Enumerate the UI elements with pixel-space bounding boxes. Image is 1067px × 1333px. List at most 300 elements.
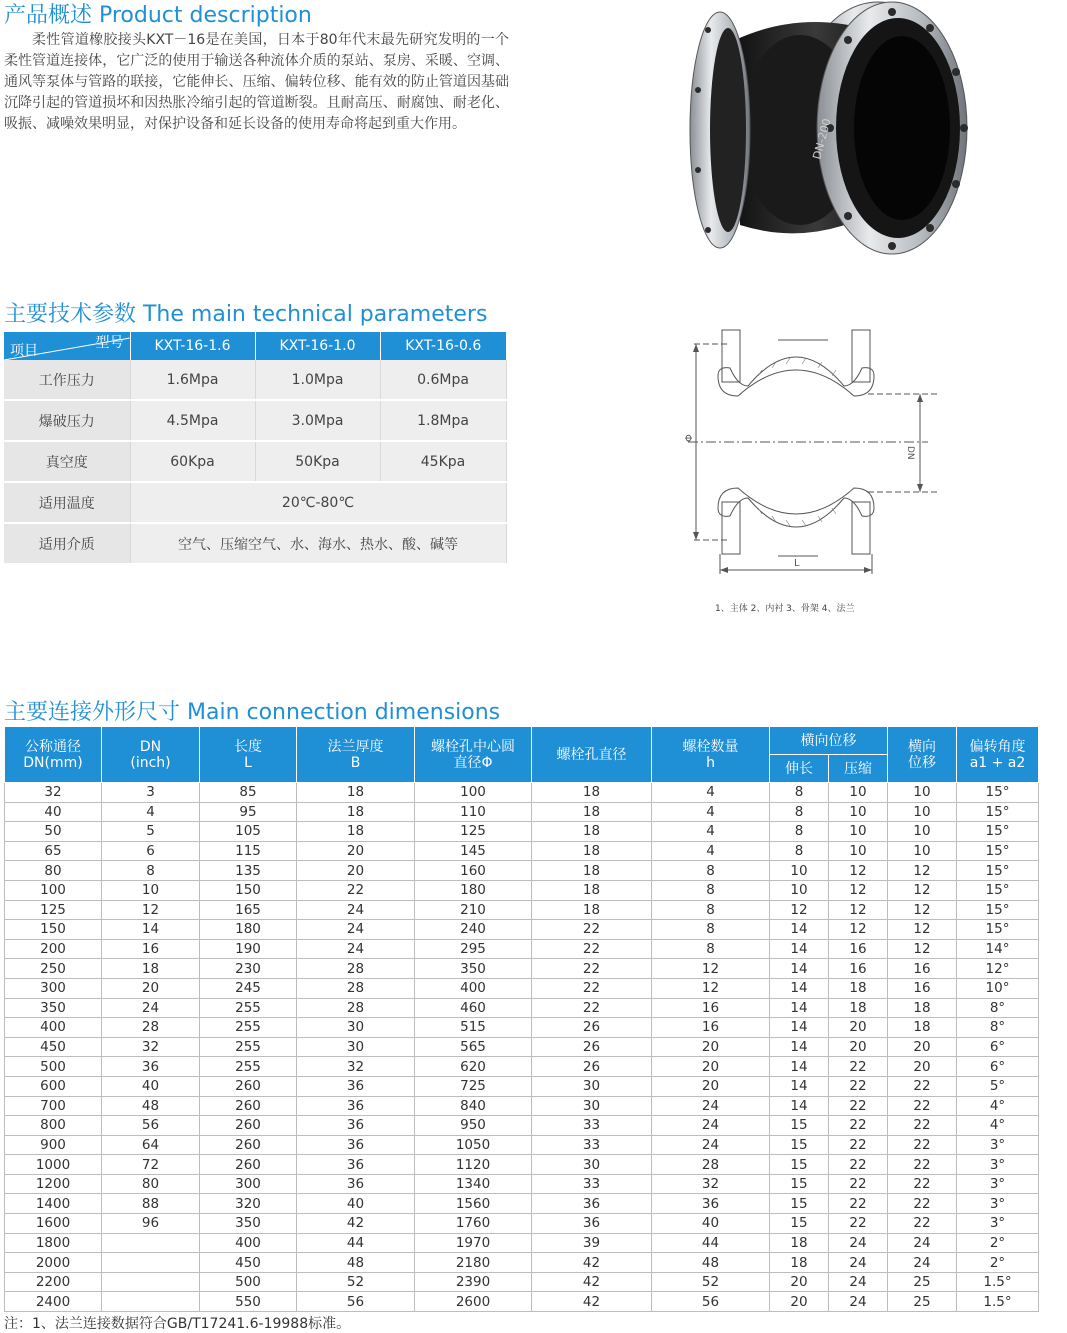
table-cell: 260 (200, 1135, 297, 1155)
table-cell (102, 1233, 200, 1253)
header-flange-thickness: 法兰厚度 B (297, 727, 415, 783)
table-cell: 4 (652, 802, 770, 822)
table-cell: 16 (888, 959, 957, 979)
table-cell: 2390 (415, 1272, 532, 1292)
table-cell: 18 (532, 802, 652, 822)
table-cell: 8° (957, 998, 1039, 1018)
params-row-burst-pressure (4, 400, 506, 441)
table-cell: 22 (829, 1194, 888, 1214)
table-cell: 32 (102, 1037, 200, 1057)
table-cell: 10 (102, 880, 200, 900)
table-cell: 840 (415, 1096, 532, 1116)
table-cell: 6° (957, 1057, 1039, 1077)
table-cell: 85 (200, 783, 297, 803)
table-cell: 12 (652, 978, 770, 998)
table-cell: 24 (102, 998, 200, 1018)
table-cell: 18 (532, 822, 652, 842)
table-row (5, 1233, 1039, 1253)
left-flange-top (722, 330, 740, 382)
table-cell: 200 (5, 939, 102, 959)
table-cell: 1340 (415, 1174, 532, 1194)
table-cell: 5 (102, 822, 200, 842)
table-cell: 48 (297, 1253, 415, 1273)
technical-parameters-table (4, 332, 507, 565)
header-bolt-qty: 螺栓数量 h (652, 727, 770, 783)
table-cell: 24 (652, 1116, 770, 1136)
table-cell: 4° (957, 1116, 1039, 1136)
table-cell: 8 (770, 822, 829, 842)
table-cell: 10 (888, 802, 957, 822)
param-value: 1.0Mpa (255, 360, 380, 400)
left-flange-bottom (722, 502, 740, 554)
table-cell: 56 (297, 1292, 415, 1312)
model-header: KXT-16-1.0 (255, 332, 380, 360)
table-cell: 3° (957, 1214, 1039, 1234)
table-cell: 18 (102, 959, 200, 979)
table-cell: 8 (770, 783, 829, 803)
table-cell: 22 (829, 1135, 888, 1155)
table-cell: 12° (957, 959, 1039, 979)
table-cell: 32 (297, 1057, 415, 1077)
table-cell: 40 (652, 1214, 770, 1234)
table-cell: 400 (200, 1233, 297, 1253)
table-cell: 18 (532, 861, 652, 881)
params-row-vacuum (4, 441, 506, 482)
params-row-medium (4, 523, 506, 564)
table-cell: 255 (200, 1018, 297, 1038)
header-bolt-hole: 螺栓孔直径 (532, 727, 652, 783)
model-header: KXT-16-1.6 (130, 332, 255, 360)
table-cell: 1560 (415, 1194, 532, 1214)
table-cell: 22 (888, 1194, 957, 1214)
table-cell: 25 (888, 1292, 957, 1312)
table-cell: 1.5° (957, 1292, 1039, 1312)
table-cell: 18 (532, 783, 652, 803)
table-cell: 24 (297, 939, 415, 959)
table-cell: 16 (829, 939, 888, 959)
table-cell: 18 (829, 998, 888, 1018)
table-cell: 18 (829, 978, 888, 998)
table-cell: 8 (652, 900, 770, 920)
table-cell: 42 (532, 1292, 652, 1312)
table-cell: 1200 (5, 1174, 102, 1194)
table-cell: 260 (200, 1116, 297, 1136)
table-cell: 2000 (5, 1253, 102, 1273)
corner-top-label: 型号 (95, 335, 124, 351)
table-cell: 33 (532, 1135, 652, 1155)
table-cell: 245 (200, 978, 297, 998)
header-axial: 横向位移 (770, 727, 888, 755)
table-cell: 22 (829, 1076, 888, 1096)
params-corner-header (4, 332, 130, 360)
table-cell: 20 (652, 1076, 770, 1096)
table-row (5, 1253, 1039, 1273)
table-cell: 16 (652, 1018, 770, 1038)
table-cell: 300 (5, 978, 102, 998)
table-cell: 22 (532, 920, 652, 940)
table-cell: 14 (770, 920, 829, 940)
table-cell: 15 (770, 1135, 829, 1155)
table-cell: 210 (415, 900, 532, 920)
right-flange-top (852, 330, 870, 382)
table-cell: 22 (829, 1116, 888, 1136)
table-cell: 18 (770, 1233, 829, 1253)
dimensions-table (4, 726, 1039, 1312)
table-cell: 125 (5, 900, 102, 920)
table-cell: 36 (652, 1194, 770, 1214)
table-cell: 1050 (415, 1135, 532, 1155)
table-cell: 24 (829, 1272, 888, 1292)
table-cell: 36 (297, 1096, 415, 1116)
table-cell: 32 (652, 1174, 770, 1194)
table-cell: 36 (297, 1174, 415, 1194)
table-cell: 12 (829, 880, 888, 900)
table-cell: 700 (5, 1096, 102, 1116)
table-cell: 2180 (415, 1253, 532, 1273)
param-label: 真空度 (4, 441, 130, 482)
table-cell: 230 (200, 959, 297, 979)
table-cell: 565 (415, 1037, 532, 1057)
table-cell: 5° (957, 1076, 1039, 1096)
table-row (5, 1155, 1039, 1175)
l-label: L (794, 558, 800, 569)
table-cell: 12 (888, 880, 957, 900)
table-cell: 620 (415, 1057, 532, 1077)
table-cell: 500 (200, 1272, 297, 1292)
table-cell: 14 (770, 998, 829, 1018)
table-cell: 36 (102, 1057, 200, 1077)
table-cell: 33 (532, 1174, 652, 1194)
param-value: 1.8Mpa (380, 400, 506, 441)
table-cell: 22 (829, 1174, 888, 1194)
table-cell: 12 (770, 900, 829, 920)
table-cell: 100 (415, 783, 532, 803)
table-cell: 24 (888, 1233, 957, 1253)
dn-label: DN (905, 446, 915, 460)
table-row (5, 802, 1039, 822)
table-cell: 295 (415, 939, 532, 959)
table-cell: 42 (297, 1214, 415, 1234)
param-value: 60Kpa (130, 441, 255, 482)
table-cell: 4 (652, 822, 770, 842)
params-header-row (4, 332, 506, 360)
table-cell: 14 (770, 1076, 829, 1096)
table-cell: 20 (297, 861, 415, 881)
table-cell: 14 (770, 1037, 829, 1057)
table-cell: 1120 (415, 1155, 532, 1175)
table-cell (102, 1253, 200, 1273)
table-cell: 8 (652, 880, 770, 900)
table-row (5, 1057, 1039, 1077)
table-cell: 28 (297, 978, 415, 998)
technical-drawing (668, 326, 948, 584)
table-cell: 8 (770, 841, 829, 861)
table-row (5, 880, 1039, 900)
table-cell: 500 (5, 1057, 102, 1077)
table-cell: 14 (102, 920, 200, 940)
table-row (5, 783, 1039, 803)
table-row (5, 1116, 1039, 1136)
table-cell: 20 (652, 1057, 770, 1077)
param-value: 50Kpa (255, 441, 380, 482)
table-cell: 12 (888, 900, 957, 920)
table-cell: 10 (829, 783, 888, 803)
table-cell: 39 (532, 1233, 652, 1253)
param-value: 空气、压缩空气、水、海水、热水、酸、碱等 (130, 523, 506, 564)
table-cell: 15° (957, 822, 1039, 842)
table-cell: 22 (532, 959, 652, 979)
table-cell: 25 (888, 1272, 957, 1292)
table-cell: 15 (770, 1214, 829, 1234)
table-cell: 1400 (5, 1194, 102, 1214)
table-cell: 10 (829, 822, 888, 842)
param-value: 45Kpa (380, 441, 506, 482)
table-cell: 400 (5, 1018, 102, 1038)
table-cell: 160 (415, 861, 532, 881)
table-row (5, 1292, 1039, 1312)
table-cell: 20 (297, 841, 415, 861)
table-cell: 36 (297, 1076, 415, 1096)
table-cell: 12 (829, 900, 888, 920)
table-row (5, 1174, 1039, 1194)
table-cell: 400 (415, 978, 532, 998)
table-cell: 8 (770, 802, 829, 822)
table-cell: 240 (415, 920, 532, 940)
table-cell: 950 (415, 1116, 532, 1136)
param-label: 工作压力 (4, 360, 130, 400)
table-cell: 26 (532, 1037, 652, 1057)
table-cell: 30 (532, 1155, 652, 1175)
table-cell: 36 (297, 1155, 415, 1175)
table-cell: 550 (200, 1292, 297, 1312)
table-cell: 150 (200, 880, 297, 900)
table-cell: 450 (200, 1253, 297, 1273)
table-cell: 26 (532, 1057, 652, 1077)
params-row-temperature (4, 482, 506, 523)
table-cell: 14 (770, 1018, 829, 1038)
table-cell: 190 (200, 939, 297, 959)
table-cell: 15 (770, 1116, 829, 1136)
param-value: 0.6Mpa (380, 360, 506, 400)
table-cell: 3° (957, 1194, 1039, 1214)
table-cell: 1800 (5, 1233, 102, 1253)
table-cell: 3° (957, 1174, 1039, 1194)
table-cell: 110 (415, 802, 532, 822)
table-cell: 28 (297, 998, 415, 1018)
table-cell: 15° (957, 880, 1039, 900)
table-cell: 14 (770, 1057, 829, 1077)
table-cell: 105 (200, 822, 297, 842)
table-cell: 24 (829, 1292, 888, 1312)
table-cell: 22 (532, 998, 652, 1018)
table-cell: 2° (957, 1233, 1039, 1253)
table-cell: 15° (957, 783, 1039, 803)
table-cell: 15 (770, 1155, 829, 1175)
corner-bottom-label: 项目 (10, 343, 38, 359)
table-row (5, 900, 1039, 920)
param-value: 20℃-80℃ (130, 482, 506, 523)
table-cell: 22 (888, 1096, 957, 1116)
table-row (5, 1272, 1039, 1292)
table-cell: 24 (888, 1253, 957, 1273)
table-cell: 22 (888, 1116, 957, 1136)
table-cell (102, 1292, 200, 1312)
table-cell: 56 (102, 1116, 200, 1136)
table-cell: 2600 (415, 1292, 532, 1312)
table-cell: 350 (5, 998, 102, 1018)
table-cell: 4 (652, 783, 770, 803)
table-row (5, 861, 1039, 881)
table-cell: 1760 (415, 1214, 532, 1234)
phi-label: Φ (684, 434, 695, 442)
table-cell: 22 (888, 1174, 957, 1194)
table-row (5, 1037, 1039, 1057)
table-cell: 145 (415, 841, 532, 861)
model-header: KXT-16-0.6 (380, 332, 506, 360)
table-cell: 18 (770, 1253, 829, 1273)
dims-header-row (5, 727, 1039, 755)
table-cell (102, 1272, 200, 1292)
table-cell: 165 (200, 900, 297, 920)
param-value: 3.0Mpa (255, 400, 380, 441)
table-cell: 12 (829, 920, 888, 940)
table-row (5, 998, 1039, 1018)
table-row (5, 822, 1039, 842)
header-dn-inch: DN (inch) (102, 727, 200, 783)
table-cell: 80 (102, 1174, 200, 1194)
table-cell: 180 (415, 880, 532, 900)
table-cell: 14 (770, 978, 829, 998)
table-cell: 20 (829, 1037, 888, 1057)
table-cell: 450 (5, 1037, 102, 1057)
table-cell: 460 (415, 998, 532, 1018)
table-cell: 30 (297, 1037, 415, 1057)
table-cell: 40 (297, 1194, 415, 1214)
table-cell: 28 (102, 1018, 200, 1038)
table-cell: 115 (200, 841, 297, 861)
table-cell: 15 (770, 1174, 829, 1194)
product-photo (680, 0, 970, 262)
table-cell: 15° (957, 920, 1039, 940)
right-flange-bottom (852, 502, 870, 554)
table-cell: 50 (5, 822, 102, 842)
header-bolt-circle: 螺栓孔中心圆 直径Φ (415, 727, 532, 783)
technical-parameters-title: 主要技术参数 The main technical parameters (4, 302, 488, 327)
table-cell: 12 (888, 939, 957, 959)
table-cell: 725 (415, 1076, 532, 1096)
table-cell: 18 (532, 880, 652, 900)
param-value: 1.6Mpa (130, 360, 255, 400)
table-cell: 10 (770, 880, 829, 900)
table-cell: 8 (652, 939, 770, 959)
table-cell: 4° (957, 1096, 1039, 1116)
table-cell: 255 (200, 1057, 297, 1077)
table-cell: 515 (415, 1018, 532, 1038)
table-cell: 14 (770, 1096, 829, 1116)
table-cell: 18 (888, 998, 957, 1018)
table-cell: 20 (888, 1057, 957, 1077)
table-cell: 64 (102, 1135, 200, 1155)
table-cell: 20 (888, 1037, 957, 1057)
standard-note: 注：1、法兰连接数据符合GB/T17241.6-19988标准。 (4, 1316, 351, 1332)
table-cell: 10° (957, 978, 1039, 998)
table-cell: 10 (770, 861, 829, 881)
table-cell: 20 (829, 1018, 888, 1038)
product-description-title: 产品概述 Product description (4, 3, 312, 28)
table-cell: 10 (888, 822, 957, 842)
table-cell: 15° (957, 861, 1039, 881)
table-row (5, 1076, 1039, 1096)
table-cell: 36 (532, 1194, 652, 1214)
table-cell: 52 (652, 1272, 770, 1292)
table-row (5, 939, 1039, 959)
table-row (5, 1096, 1039, 1116)
table-cell: 900 (5, 1135, 102, 1155)
table-cell: 28 (297, 959, 415, 979)
table-cell: 10 (829, 841, 888, 861)
table-cell: 1000 (5, 1155, 102, 1175)
body-top (718, 357, 874, 396)
table-cell: 1600 (5, 1214, 102, 1234)
table-cell: 48 (652, 1253, 770, 1273)
table-cell: 350 (200, 1214, 297, 1234)
table-cell: 250 (5, 959, 102, 979)
table-cell: 6° (957, 1037, 1039, 1057)
table-cell: 2° (957, 1253, 1039, 1273)
table-cell: 22 (297, 880, 415, 900)
table-cell: 22 (888, 1214, 957, 1234)
table-cell: 20 (770, 1292, 829, 1312)
table-cell: 28 (652, 1155, 770, 1175)
table-row (5, 1135, 1039, 1155)
table-cell: 40 (102, 1076, 200, 1096)
table-cell: 260 (200, 1096, 297, 1116)
table-cell: 44 (297, 1233, 415, 1253)
table-cell: 36 (297, 1116, 415, 1136)
product-description-text: 柔性管道橡胶接头KXT－16是在美国，日本于80年代末最先研究发明的一个柔性管道连接体，它广泛的使用于输送各种流体介质的泵站、泵房、采暖、空调、通风等泵体与管路的联接，它能伸长、压缩、偏转位移、能有效的防止管道因基础沉降引起的管道损坏和因热胀冷缩引起的管道断裂。且耐高压、耐腐蚀、耐老化、吸振、减噪效果明显，对保护设备和延长设备的使用寿命将起到重大作用。 (4, 32, 509, 132)
table-cell: 10 (888, 841, 957, 861)
table-row (5, 1214, 1039, 1234)
table-cell: 1.5° (957, 1272, 1039, 1292)
table-cell: 10 (888, 783, 957, 803)
table-cell: 20 (770, 1272, 829, 1292)
table-cell: 88 (102, 1194, 200, 1214)
table-cell: 15° (957, 900, 1039, 920)
table-cell: 3° (957, 1135, 1039, 1155)
dimensions-table-body (5, 783, 1039, 1312)
table-cell: 350 (415, 959, 532, 979)
table-cell: 2200 (5, 1272, 102, 1292)
table-cell: 95 (200, 802, 297, 822)
table-row (5, 1194, 1039, 1214)
header-nominal: 公称通径 DN(mm) (5, 727, 102, 783)
table-cell: 48 (102, 1096, 200, 1116)
table-cell: 16 (829, 959, 888, 979)
header-length: 长度 L (200, 727, 297, 783)
table-cell: 96 (102, 1214, 200, 1234)
table-cell: 18 (532, 900, 652, 920)
table-cell: 3 (102, 783, 200, 803)
table-cell: 255 (200, 998, 297, 1018)
table-cell: 18 (297, 802, 415, 822)
table-cell: 8 (652, 861, 770, 881)
table-cell: 36 (532, 1214, 652, 1234)
table-cell: 150 (5, 920, 102, 940)
param-label: 适用温度 (4, 482, 130, 523)
header-compression: 压缩 (829, 755, 888, 783)
header-lateral: 横向 位移 (888, 727, 957, 783)
body-bottom (718, 488, 874, 527)
